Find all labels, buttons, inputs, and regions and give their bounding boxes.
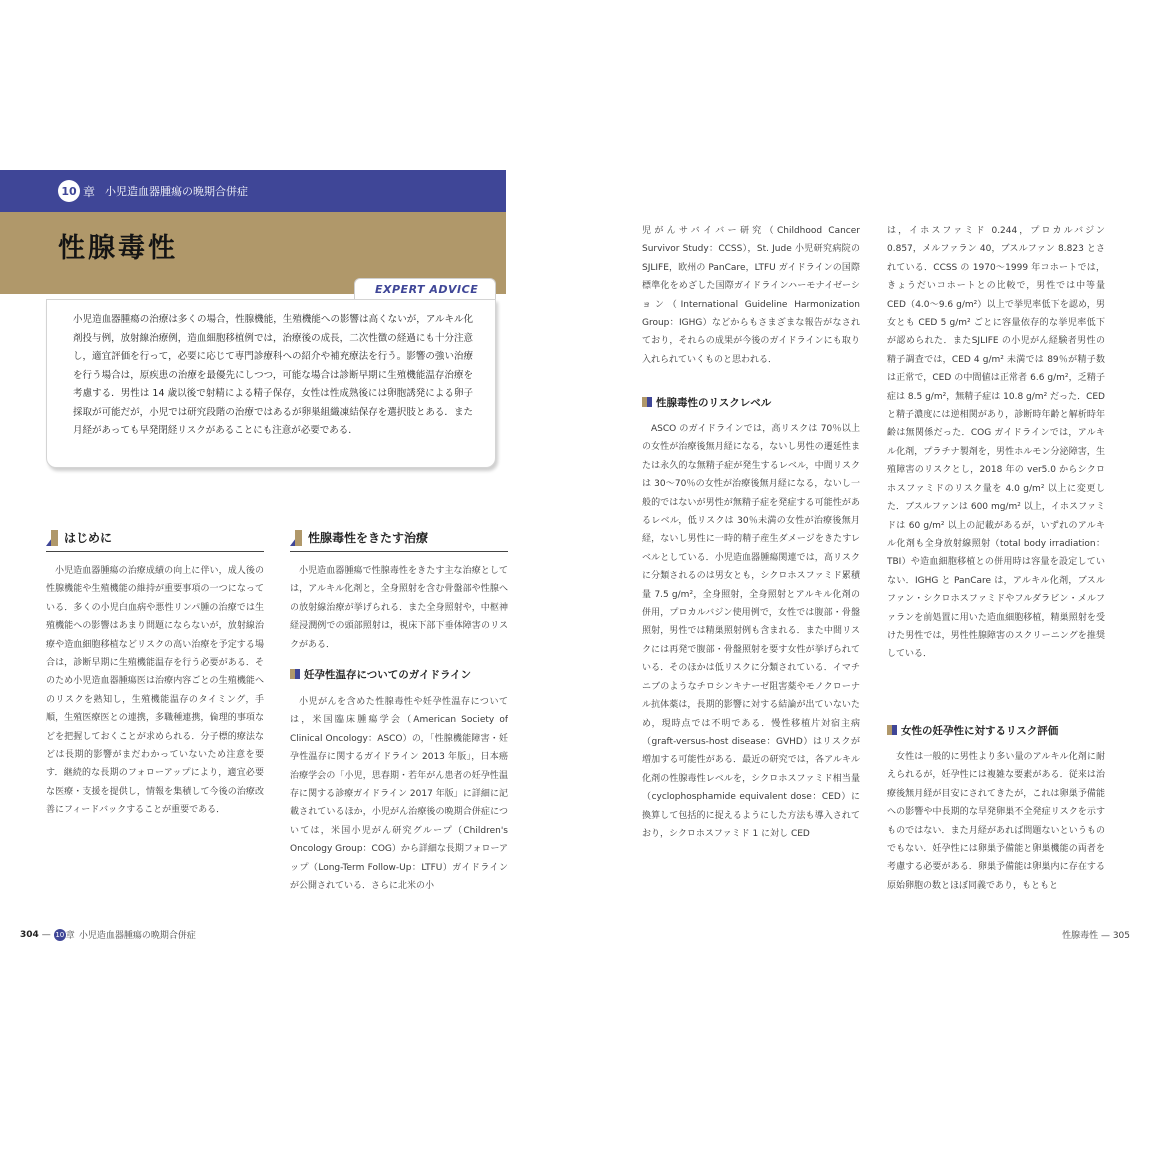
footer-chapter-badge: 10 [55,930,65,939]
expert-advice-tab [354,278,496,301]
expert-advice-label: EXPERT ADVICE [375,283,479,296]
intro-body-text: 小児造血器腫瘍の治療成績の向上に伴い，成人後の性腺機能や生殖機能の維持が重要事項の一つになっている．多くの小児白血病や悪性リンパ腫の治療では生殖機能への影響はあまり問題にならないが，放射線治療や造血細胞移植などリスクの高い治療を予定する場合は，診断早期に生殖機能温存を行う必要がある．そのため小児造血器腫瘍医は治療内容ごとの生殖機能へのリスクを熟知し，生殖機能温存のタイミング，手順，生殖医療医との連携，多職種連携，倫理的事項などを把握しておくことが求められる．分子標的療法などは長期的影響がまだわかっていないため注意を要す．継続的な長期のフォローアップにより，適宜必要な医療・支援を提供し，情報を集積して今後の治療改善にフィードバックすることが重要である． [46,566,264,816]
section-marker-accent-icon [51,530,58,546]
subsection-title-risk: 性腺毒性のリスクレベル [656,397,772,409]
footer-chapter-word: 章 [65,931,75,941]
left-footer [20,928,196,941]
page-title: 性腺毒性 [58,233,178,264]
left-page-number: 304 [20,929,39,940]
chapter-word: 章 [83,184,96,199]
subsection-heading-guideline [290,666,508,684]
risk-body-text: ASCO のガイドラインでは，高リスクは 70％以上の女性が治療後無月経になる，ないし男性の遷延性または永久的な無精子症が発生するレベル，中間リスクは 30〜70％の女性が治療後無月経になる，ないし一般的ではないが男性が無精子症を発症する可能性があるレベル，低リスクは 30％未満の女性が治療後無月経，ないし男性に一時的精子産生ダメージをきたすレベルとしている．小児造血器腫瘍関連では，高リスクに分類されるのは男女とも，シクロホスファミド累積量 7.5 g/m²，全身照射，全身照射とアルキル化剤の併用，プロカルバジン使用例で，女性では腹部・骨盤照射，男性では精巣照射例も含まれる．また中間リスクには再発で腹部・骨盤照射を要す女性が挙げられている．そのほかは低リスクに分類されている．イマチニブのようなチロシンキナーゼ阻害薬やモノクローナル抗体薬は，長期的影響に対する結論が出ていないため，現時点では不明である．慢性移植片対宿主病（graft-versus-host disease：GVHD）はリスクが増加する可能性がある．最近の研究では，各アルキル化剤の性腺毒性レベルを，シクロホスファミド相当量（cyclophosphamide equivalent dose：CED）に換算して包括的に捉えるようにした方法も導入されており，シクロホスファミド 1 に対し CED [642,424,860,839]
subsection-heading-female [887,722,1105,740]
section-heading-intro [46,527,264,552]
right-footer: 性腺毒性 — 305 [1062,931,1130,941]
section-heading-treatment [290,527,508,552]
right-col2-text: は，イホスファミド 0.244，プロカルバジン 0.857，メルファラン 40，ブスルファン 8.823 とされている．CCSS の 1970〜1999 年コホートでは，きょうだいコホートとの比較で，男性では中等量 CED（4.0〜9.6 g/m²）以上で挙児率低下を認め，男女とも CED 5 g/m² ごとに容量依存的な挙児率低下が認められた．またSJLIFE の小児がん経験者男性の精子調査では，CED 4 g/m² 未満では 89％が精子数は正常で，CED の中間値は正常者 6.6 g/m²，乏精子症は 8.5 g/m²，無精子症は 10.8 g/m² だった．CED と精子濃度には逆相関があり，診断時年齢と解析時年齢は無関係だった．COG ガイドラインでは，アルキル化剤，プラチナ製剤を，男性ホルモン分泌障害，生殖障害のリスクとし，2018 年の ver5.0 からシクロホスファミドのリスク量を 4.0 g/m² 以上に変更した．ブスルファンは 600 mg/m² 以上，イホスファミドは 60 g/m² 以上の記載があるが，いずれのアルキル化剤も全身放射線照射（total body irradiation：TBI）や造血細胞移植との併用時は容量を設定していない．IGHG と PanCare は，アルキル化剤，ブスルファン・シクロホスファミドやフルダラビン・メルファランを前処置に用いた造血細胞移植，精巣照射を受けた男性では，男性性腺障害のスクリーニングを推奨している． [887,226,1105,660]
female-body-text: 女性は一般的に男性より多い量のアルキル化剤に耐えられるが，妊孕性には複雑な要素がある．従来は治療後無月経が目安にされてきたが，これは卵巣予備能への影響や中長期的な早発卵巣不全発症リスクを示すものではない．また月経があれば問題ないというものでもない．妊孕性には卵巣予備能と卵巣機能の両者を考慮する必要がある．卵巣予備能は卵巣内に存在する原始卵胞の数とほぼ同義であり，もともと [887,752,1105,891]
subsection-title-guideline: 妊孕性温存についてのガイドライン [304,669,472,681]
right-col1-continued-text: 児がんサバイバー研究（Childhood Cancer Survivor Study：CCSS），St. Jude 小児研究病院の SJLIFE，欧州の PanCare，LTFU ガイドラインの国際標準化をめざした国際ガイドラインハーモナイゼーション（International Guideline Harmonization Group：IGHG）などからもさまざまな報告がなされており，それらの成果が今後のガイドラインにも取り入れられていくものと思われる． [642,226,860,365]
expert-advice-text: 小児造血器腫瘍の治療は多くの場合，性腺機能，生殖機能への影響は高くないが，アルキル化剤投与例，放射線治療例，造血細胞移植例では，治療後の成長，二次性徴の経過にも十分注意し，適宜評価を行って，必要に応じて専門診療科への紹介や補充療法を行う。影響の強い治療を行う場合は，原疾患の治療を最優先にしつつ，可能な場合は診断早期に生殖機能温存治療を考慮する．男性は 14 歳以後で射精による精子保存，女性は性成熟後には卵胞誘発による卵子採取が可能だが，小児では研究段階の治療ではあるが卵巣組織凍結保存を選択肢とある．また月経があっても早発閉経リスクがあることにも注意が必要である． [73,314,473,436]
section-title-treatment: 性腺毒性をきたす治療 [308,531,429,545]
footer-dash: — [41,929,51,940]
chapter-number-badge: 10 [58,180,80,202]
section-title-intro: はじめに [64,531,113,545]
subsection-marker-accent-icon [887,725,892,735]
footer-chapter-title: 小児造血器腫瘍の晩期合併症 [78,931,196,941]
subsection-marker-accent-icon [290,669,295,679]
section-marker-accent-icon [295,530,302,546]
expert-advice-box [46,299,496,468]
chapter-header-bar [0,170,506,212]
chapter-title: 小児造血器腫瘍の晩期合併症 [105,185,249,198]
subsection-heading-risk [642,394,860,412]
treatment-body-text: 小児造血器腫瘍で性腺毒性をきたす主な治療としては，アルキル化剤と，全身照射を含む骨盤部や性腺への放射線治療が挙げられる．また全身照射や，中枢神経浸潤例での頭部照射は，視床下部下垂体障害のリスクがある． [290,566,508,650]
right-page [575,0,1150,1150]
guideline-body-text: 小児がんを含めた性腺毒性や妊孕性温存については，米国臨床腫瘍学会（American Society of Clinical Oncology：ASCO）の，「性腺機能障害・妊孕性温存に関するガイドライン 2013 年版」，日本癌治療学会の「小児，思春期・若年がん患者の妊孕性温存に関する診療ガイドライン 2017 年版」に詳細に記載されているほか，小児がん治療後の晩期合併症については，米国小児がん研究グループ（Children's Oncology Group：COG）から詳細な長期フォローアップ（Long-Term Follow-Up：LTFU）ガイドラインが公開されている．さらに北米の小 [290,697,508,892]
subsection-title-female: 女性の妊孕性に対するリスク評価 [901,725,1059,737]
subsection-marker-accent-icon [642,397,647,407]
